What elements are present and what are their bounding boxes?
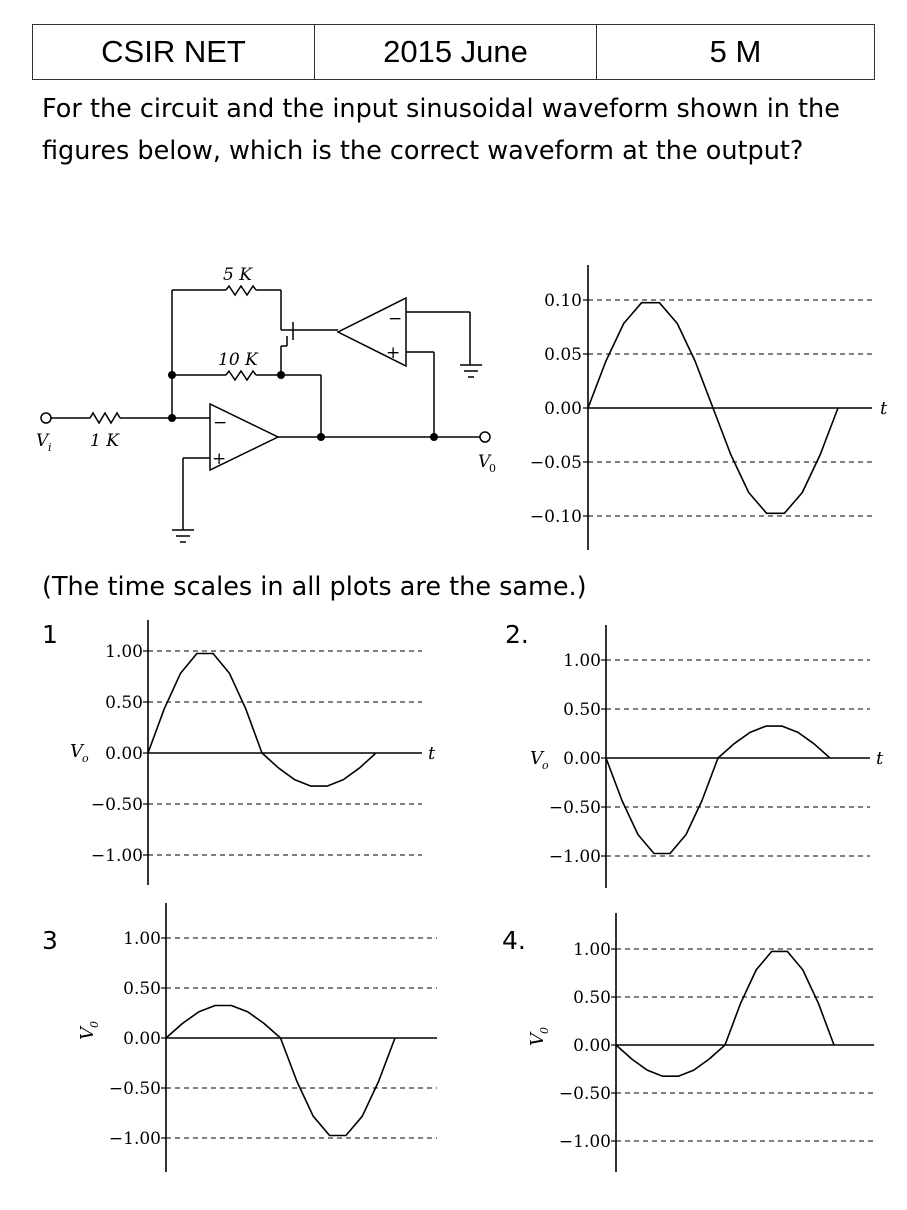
chart0-tick-label: −0.05: [529, 453, 582, 473]
chart2-tick-label: 0.00: [563, 749, 601, 769]
chart4-y-label-text: V: [527, 1033, 548, 1046]
chart1-y-label-sub: o: [82, 752, 89, 765]
resistor-5k-label: 5 K: [223, 265, 252, 285]
option-1-label[interactable]: 1: [42, 620, 58, 649]
chart0-x-label: t: [880, 398, 888, 419]
chart3-tick-label: −0.50: [108, 1079, 161, 1099]
output-voltage-label: V: [478, 452, 491, 472]
option-3-label[interactable]: 3: [42, 926, 58, 955]
resistor-1k-label: 1 K: [90, 431, 119, 451]
input-voltage-sub: i: [48, 441, 52, 454]
opamp1-minus: −: [213, 413, 228, 433]
option-2-label[interactable]: 2.: [505, 620, 529, 649]
chart4-tick-label: 1.00: [573, 940, 611, 960]
chart1-y-label-text: V: [70, 741, 83, 762]
exam-session-cell: 2015 June: [315, 25, 597, 80]
input-waveform-plot: [530, 265, 888, 550]
chart1-tick-label: −0.50: [90, 795, 143, 815]
chart4-series-line: [616, 951, 834, 1076]
chart3-tick-label: 0.50: [123, 979, 161, 999]
resistor-10k-label: 10 K: [218, 350, 258, 370]
option-4-label[interactable]: 4.: [502, 926, 526, 955]
chart3-y-label-text: V: [77, 1027, 98, 1040]
option-1-plot: [70, 620, 436, 885]
option-3-plot: [77, 903, 437, 1172]
input-voltage-label: V: [36, 431, 49, 451]
chart3-tick-label: 0.00: [123, 1029, 161, 1049]
chart1-tick-label: 1.00: [105, 642, 143, 662]
chart1-x-label: t: [428, 743, 436, 764]
option-2-plot: [530, 625, 884, 888]
chart3-series-line: [166, 1006, 395, 1136]
exam-name-cell: CSIR NET: [33, 25, 315, 80]
chart2-y-label-text: V: [530, 748, 543, 769]
chart4-tick-label: −1.00: [558, 1132, 611, 1152]
chart2-tick-label: 0.50: [563, 700, 601, 720]
chart0-tick-label: 0.05: [544, 345, 582, 365]
chart3-tick-label: −1.00: [108, 1129, 161, 1149]
chart1-series-line: [148, 654, 376, 787]
chart1-tick-label: 0.50: [105, 693, 143, 713]
opamp1-plus: +: [212, 449, 227, 469]
chart4-tick-label: 0.00: [573, 1036, 611, 1056]
time-scale-note: (The time scales in all plots are the same.): [42, 572, 587, 602]
chart0-tick-label: 0.10: [544, 291, 582, 311]
chart4-tick-label: 0.50: [573, 988, 611, 1008]
chart4-tick-label: −0.50: [558, 1084, 611, 1104]
chart3-tick-label: 1.00: [123, 929, 161, 949]
chart0-tick-label: 0.00: [544, 399, 582, 419]
output-voltage-sub: 0: [489, 462, 496, 475]
chart3-y-label-sub: 0: [88, 1021, 101, 1028]
chart0-tick-label: −0.10: [529, 507, 582, 527]
chart2-tick-label: −1.00: [548, 847, 601, 867]
chart2-x-label: t: [876, 748, 884, 769]
chart4-y-label: [527, 1027, 551, 1046]
chart2-y-label: [530, 748, 549, 772]
chart4-y-label-sub: 0: [538, 1027, 551, 1034]
chart2-series-line: [606, 726, 830, 853]
chart1-y-label: [70, 741, 89, 765]
chart3-y-label: [77, 1021, 101, 1040]
chart2-tick-label: −0.50: [548, 798, 601, 818]
chart2-tick-label: 1.00: [563, 651, 601, 671]
question-text: For the circuit and the input sinusoidal waveform shown in the figures below, which is the correct waveform at the output?: [42, 94, 840, 166]
chart1-tick-label: 0.00: [105, 744, 143, 764]
chart2-y-label-sub: o: [542, 759, 549, 772]
marks-cell: 5 M: [597, 25, 875, 80]
opamp2-minus: −: [388, 309, 403, 329]
option-4-plot: [527, 913, 874, 1172]
chart1-tick-label: −1.00: [90, 846, 143, 866]
opamp2-plus: +: [386, 343, 401, 363]
